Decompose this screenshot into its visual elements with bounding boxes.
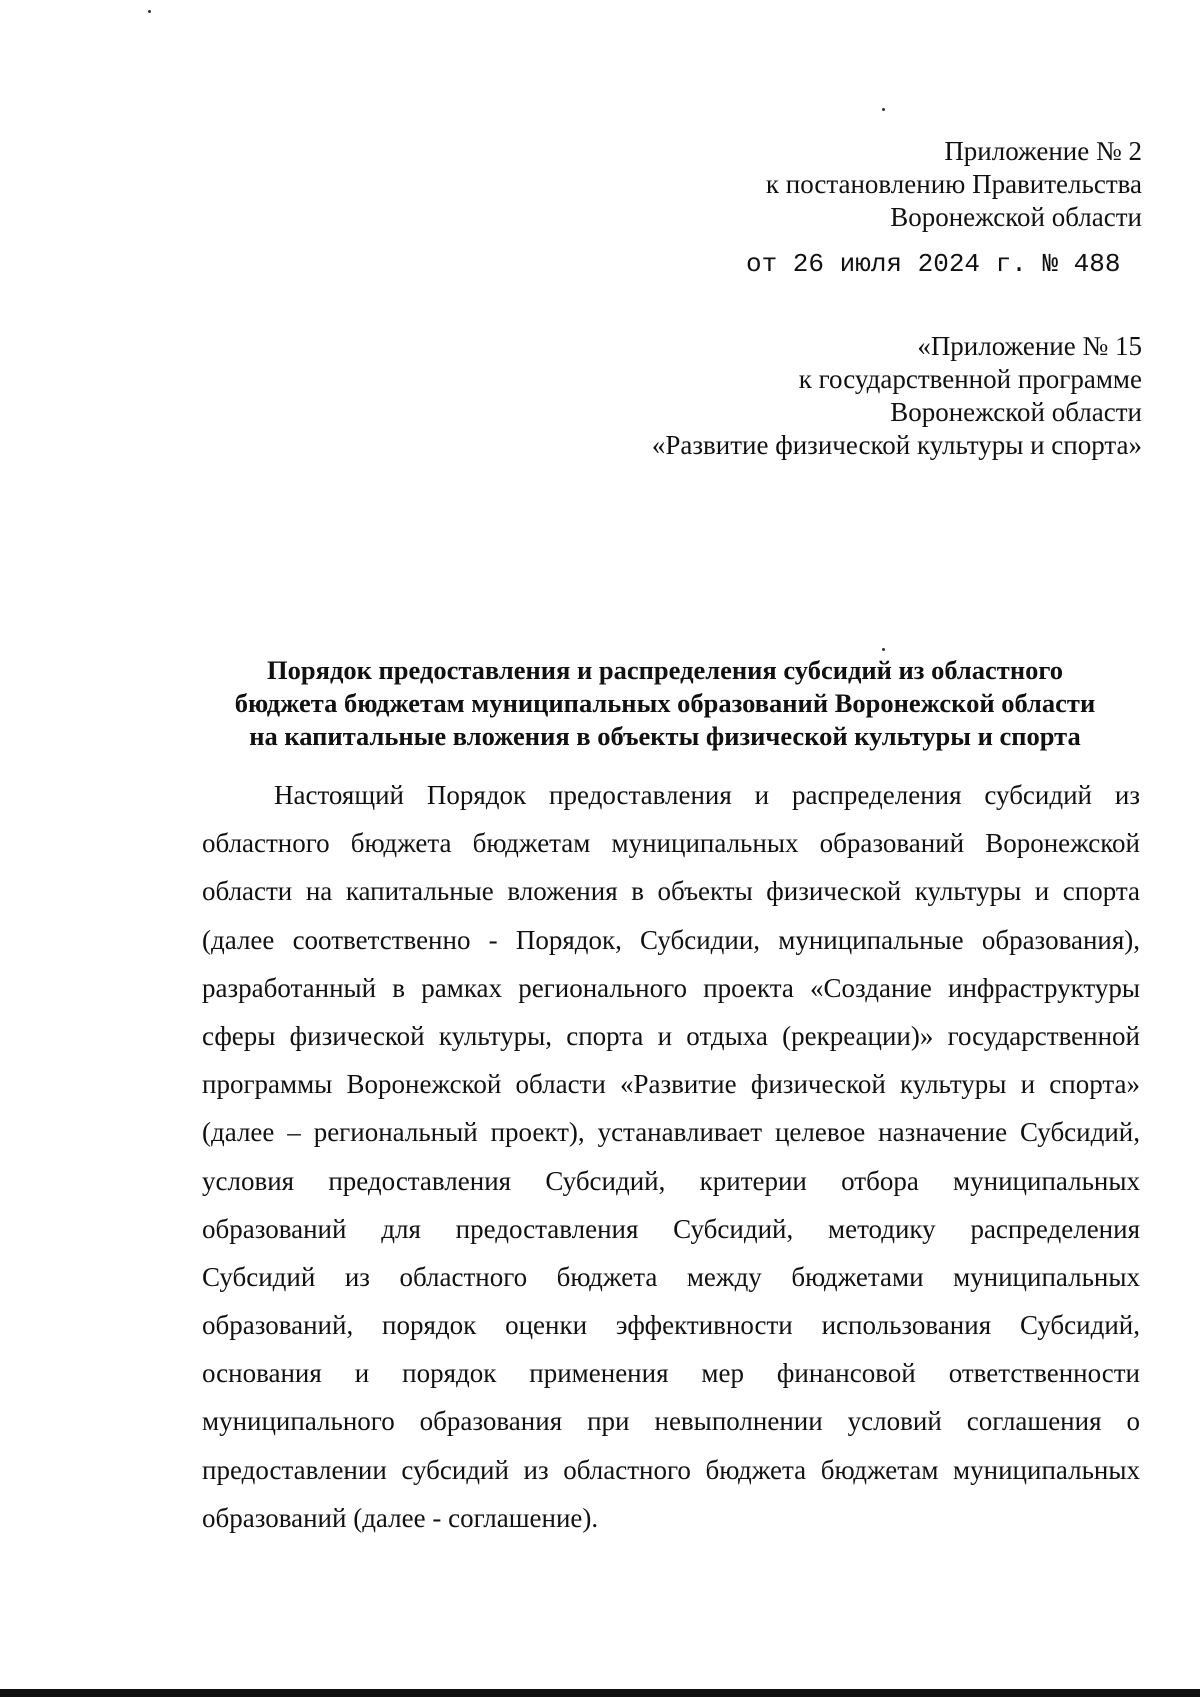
program-annex-header (652, 330, 1142, 462)
annex-line-number: «Приложение № 15 (917, 331, 1142, 361)
body-line: условия предоставления Субсидий, критерии отбора муниципальных (202, 1165, 1140, 1196)
scan-edge-bar (0, 1689, 1200, 1697)
resolution-date-stamp: от 26 июля 2024 г. № 488 (746, 249, 1121, 279)
body-line: разработанный в рамках регионального проекта «Создание инфраструктуры (202, 972, 1140, 1003)
title-line: Порядок предоставления и распределения субсидий из областного (267, 655, 1063, 685)
body-line: (далее – региональный проект), устанавливает целевое назначение Субсидий, (202, 1117, 1140, 1148)
body-line: (далее соответственно - Порядок, Субсидии, муниципальные образования), (202, 924, 1140, 955)
body-paragraph (202, 771, 1140, 1542)
body-line: области на капитальные вложения в объекты физической культуры и спорта (202, 876, 1140, 907)
body-line: образований для предоставления Субсидий, методику распределения (202, 1213, 1140, 1244)
body-line: основания и порядок применения мер финансовой ответственности (202, 1358, 1140, 1389)
annex-line-program: к государственной программе (798, 364, 1142, 394)
body-line: областного бюджета бюджетам муниципальных образований Воронежской (202, 828, 1140, 859)
body-line: Субсидий из областного бюджета между бюджетами муниципальных (202, 1261, 1140, 1292)
body-line: программы Воронежской области «Развитие физической культуры и спорта» (202, 1069, 1140, 1100)
body-line: Настоящий Порядок предоставления и распределения субсидий из (274, 780, 1140, 810)
annex-line-program-name: «Развитие физической культуры и спорта» (651, 430, 1142, 460)
header-line-annex-number: Приложение № 2 (944, 136, 1142, 166)
scan-speck (882, 648, 885, 651)
body-line: сферы физической культуры, спорта и отдыха (рекреации)» государственной (202, 1020, 1140, 1051)
header-line-region: Воронежской области (890, 202, 1142, 232)
body-line: муниципального образования при невыполнении условий соглашения о (202, 1406, 1140, 1437)
scan-speck (148, 10, 151, 13)
approval-header (766, 135, 1142, 234)
body-line: образований (далее - соглашение). (202, 1502, 599, 1533)
document-title (190, 654, 1140, 753)
header-line-resolution: к постановлению Правительства (765, 169, 1142, 199)
annex-line-region: Воронежской области (890, 397, 1142, 427)
body-line: образований, порядок оценки эффективности использования Субсидий, (202, 1310, 1140, 1341)
title-line: на капитальные вложения в объекты физической культуры и спорта (249, 721, 1081, 751)
title-line: бюджета бюджетам муниципальных образований Воронежской области (234, 688, 1096, 718)
scan-speck (882, 108, 885, 111)
body-line: предоставлении субсидий из областного бюджета бюджетам муниципальных (202, 1454, 1140, 1485)
